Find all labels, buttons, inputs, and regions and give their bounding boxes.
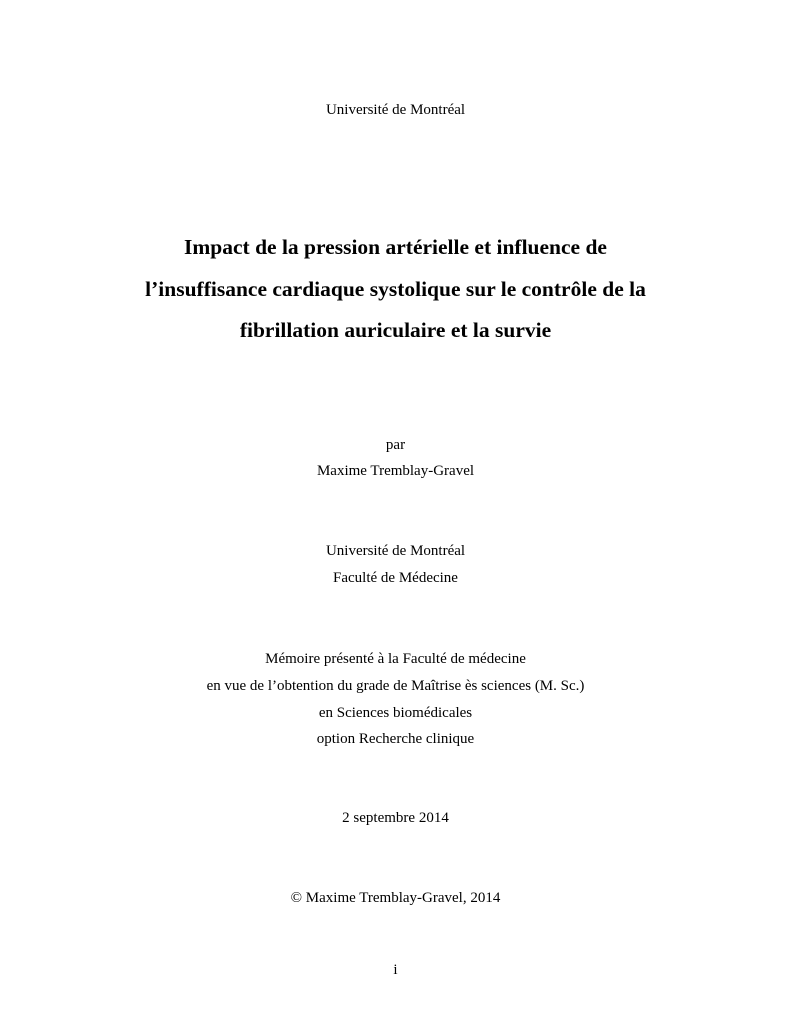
submission-date: 2 septembre 2014: [342, 810, 449, 826]
thesis-statement-line-4: option Recherche clinique: [316, 731, 475, 747]
author-name: Maxime Tremblay-Gravel: [316, 463, 475, 479]
copyright-notice: © Maxime Tremblay-Gravel, 2014: [290, 890, 501, 906]
thesis-statement-line-2: en vue de l’obtention du grade de Maîtrise ès sciences (M. Sc.): [206, 678, 585, 694]
thesis-title-line-2: l’insuffisance cardiaque systolique sur le contrôle de la: [145, 277, 646, 301]
page-number: i: [393, 962, 398, 978]
thesis-statement-line-1: Mémoire présenté à la Faculté de médecine: [265, 651, 526, 667]
header-institution: Université de Montréal: [325, 102, 466, 118]
thesis-statement-line-3: en Sciences biomédicales: [318, 705, 473, 721]
affiliation-university: Université de Montréal: [325, 543, 466, 559]
author-by: par: [385, 437, 406, 453]
thesis-title-line-1: Impact de la pression artérielle et influence de: [184, 235, 607, 259]
thesis-title-line-3: fibrillation auriculaire et la survie: [239, 318, 552, 342]
affiliation-faculty: Faculté de Médecine: [333, 570, 458, 586]
